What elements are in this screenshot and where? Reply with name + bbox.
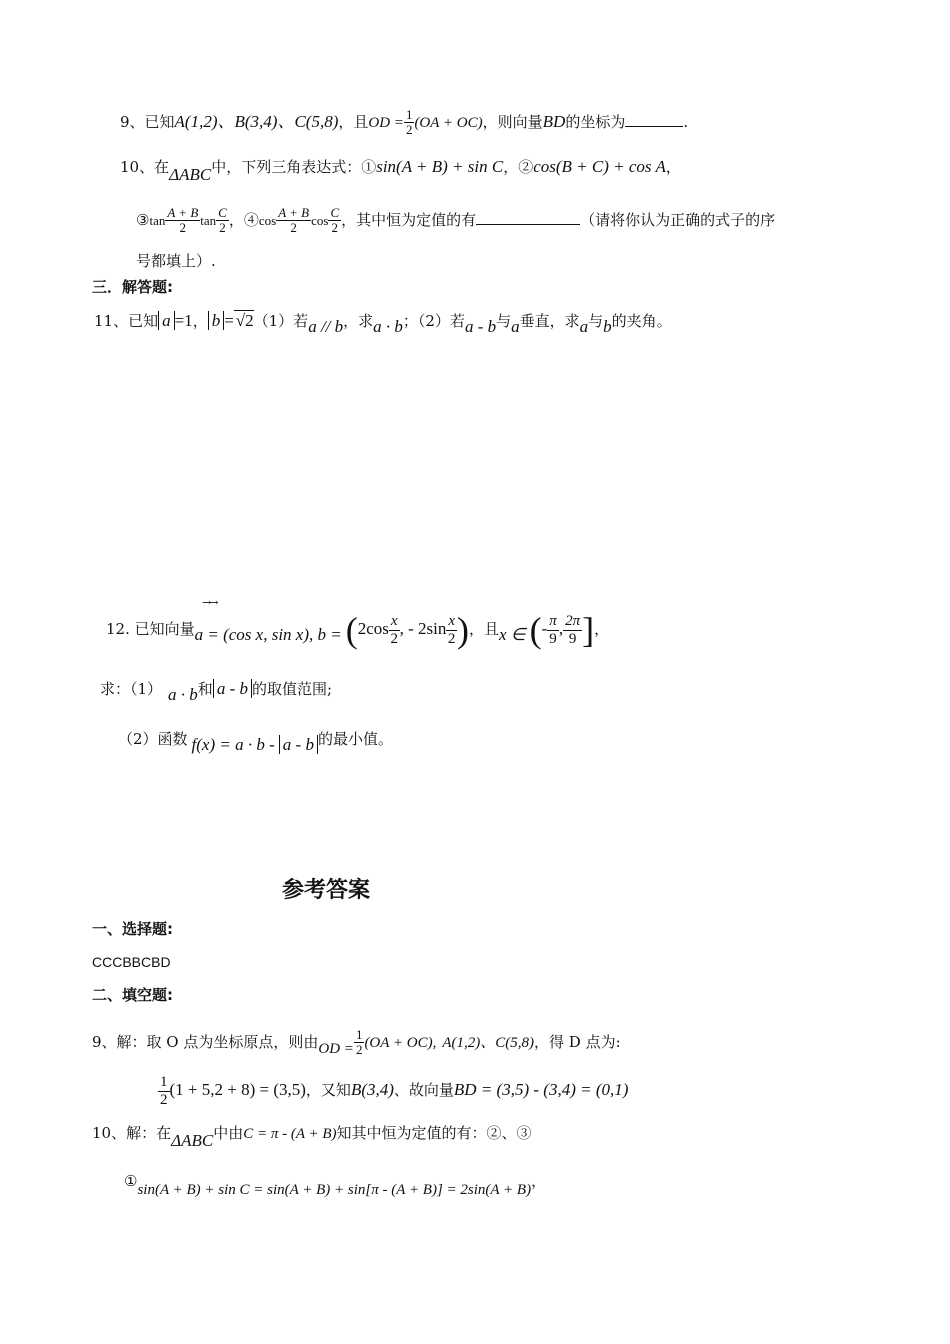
- answers-sec2: 二、填空题:: [92, 986, 173, 1004]
- answer9-line2: [158, 1074, 628, 1108]
- answer9-half: $\frac{1}{2}$: [355, 1027, 363, 1058]
- answers-title: 参考答案: [282, 878, 371, 903]
- answers-choice: CCCBBCBD: [92, 954, 171, 970]
- q11-abs-a: a: [158, 311, 175, 330]
- q12-bracket-open: (: [529, 610, 542, 650]
- q11-b2: b: [603, 317, 612, 336]
- answer10-line1: [92, 1124, 532, 1150]
- q12-abs-amb2: a - b: [279, 735, 318, 754]
- q12-bracket-close: ]: [582, 610, 595, 650]
- answer9-bd: BD = (3,5) - (3,4) = (0,1): [453, 1080, 629, 1099]
- answers-sec1: 一、选择题:: [92, 920, 173, 938]
- q11-part2: ；（2）若: [402, 312, 465, 330]
- q11-yu: 与: [496, 312, 512, 330]
- q9-end: .: [683, 112, 689, 131]
- q12-ask: 求：（1）: [100, 680, 163, 698]
- q12-end: ，: [594, 620, 610, 638]
- answer10-line2: [124, 1172, 547, 1198]
- q10-frac-c: $\frac{C}{2}$: [218, 205, 227, 236]
- answer10-text: 10、解：在: [92, 1124, 172, 1142]
- q11-a2: a: [511, 317, 520, 336]
- q12-ab: a · b: [168, 685, 198, 704]
- q10-answer-blank: [476, 210, 580, 225]
- q11-part1b: ，求: [343, 312, 374, 330]
- q12-ask-line: [100, 679, 333, 704]
- q10-text: 中，下列三角表达式：①: [211, 158, 377, 176]
- q9-points: A(1,2)、B(3,4)、C(5,8): [174, 111, 339, 131]
- q10-line2-tail: ，其中恒为定值的有: [341, 210, 477, 229]
- q9-label: 9、已知: [120, 112, 175, 131]
- q10-line2: [136, 206, 775, 236]
- q10-frac-ab: $\frac{A + B}{2}$: [167, 205, 199, 236]
- q9-tail: ，则向量: [482, 112, 543, 131]
- q11-eq2: =: [224, 311, 234, 330]
- answer9-od: OD =: [318, 1040, 354, 1057]
- q11-dot: a · b: [373, 317, 403, 336]
- q10-expr1: sin(A + B) + sin C: [376, 157, 504, 176]
- answer10-tri: ΔABC: [171, 1131, 214, 1150]
- q9-answer-blank: [625, 112, 683, 127]
- q9-od: OD =: [368, 114, 404, 131]
- q11-comma: ，: [192, 312, 208, 330]
- q12-frac-2pi: $\frac{2\pi}{9}$: [565, 613, 581, 647]
- q11-perp: 垂直，求: [519, 312, 580, 330]
- answer9-tail: ，得 D 点为:: [534, 1032, 621, 1051]
- q12-arrows: →→: [202, 596, 217, 609]
- q11-label: 11、已知: [94, 312, 159, 330]
- q9-line: [120, 108, 688, 138]
- q12-neg: -: [541, 619, 548, 638]
- q12-vec: a = (cos x, sin x), b =: [194, 625, 342, 644]
- q12-min: 的最小值。: [317, 730, 393, 748]
- answer9-calc: (1 + 5,2 + 8) = (3,5): [169, 1080, 306, 1099]
- q12-qie: ，且: [469, 620, 500, 638]
- q12-label: 12. 已知向量: [106, 620, 195, 638]
- q11-part1: （1）若: [253, 312, 309, 330]
- q10-frac-ab2: $\frac{A + B}{2}$: [278, 205, 310, 236]
- q12-part2: （2）函数: [118, 730, 188, 748]
- q11-sqrt: √2: [235, 311, 254, 330]
- answer10-expr: sin(A + B) + sin C = sin(A + B) + sin[π - (A + B)] = 2sin(A + B): [137, 1182, 532, 1198]
- q10-tan1: tan: [149, 212, 166, 228]
- q10-triangle: ΔABC: [169, 165, 212, 184]
- q9-mid: ，且: [338, 112, 369, 131]
- q9-sum: (OA + OC): [414, 114, 483, 131]
- q12-paren-close: ): [457, 610, 469, 650]
- q10-line1: [120, 157, 681, 184]
- q11-abs-b: b: [208, 311, 225, 330]
- q12-frac-x2: $\frac{x}{2}$: [447, 613, 456, 647]
- answer10-c: C = π - (A + B): [243, 1126, 337, 1142]
- q12-neg-sin: , - 2sin: [399, 619, 447, 638]
- q12-2cos: 2cos: [357, 619, 389, 638]
- q9-half-fraction: $\frac{1}{2}$: [405, 107, 413, 138]
- q10-cos1: cos: [258, 212, 277, 228]
- q12-frac-x1: $\frac{x}{2}$: [390, 613, 398, 647]
- q9-bd: BD: [542, 111, 566, 131]
- answer10-mid: 中由: [213, 1124, 244, 1142]
- q11-amb: a - b: [464, 317, 497, 336]
- answer9-b: B(3,4): [350, 1080, 394, 1099]
- q12-frac-pi: $\frac{\pi}{9}$: [549, 613, 557, 647]
- q10-comma: ，: [665, 158, 681, 176]
- q11-end: 的夹角。: [611, 312, 672, 330]
- q12-range: 的取值范围;: [251, 680, 333, 698]
- q11-a3: a: [579, 317, 589, 336]
- q10-line2-end: （请将你认为正确的式子的序: [580, 210, 776, 229]
- q10-circle4: ，④: [228, 210, 259, 229]
- answer9-guxiang: 、故向量: [393, 1081, 454, 1099]
- answer10-end: ，: [531, 1172, 547, 1190]
- q11-yu2: 与: [588, 312, 604, 330]
- q10-sep: ，②: [503, 158, 534, 176]
- answer9-points: A(1,2)、C(5,8): [442, 1034, 535, 1051]
- q10-circle3: ③: [136, 210, 150, 229]
- q12-part2-line: [118, 730, 393, 754]
- q12-abs-amb: a - b: [213, 679, 252, 698]
- q10-line3: 号都填上）.: [136, 252, 216, 270]
- q10-expr2: cos(B + C) + cos A: [533, 157, 666, 176]
- answer9-youzhi: ，又知: [305, 1081, 351, 1099]
- q11-eq1: =1: [174, 311, 193, 330]
- q12-he: 和: [197, 680, 213, 698]
- q12-function: f(x) = a · b -: [191, 735, 275, 754]
- q12-line: 12. 已知向量a = (cos x, sin x), b = (2cos $\frac{x}{2}$ , - 2sin $\frac{x}{2}$ )，且x ∈ (- $\frac{\pi}{9}$ , $\frac{2\pi}{9}$ ]，: [106, 610, 610, 650]
- q10-label: 10、在: [120, 158, 170, 176]
- q11-parallel: a // b: [308, 317, 344, 336]
- q12-paren-open: (: [345, 610, 358, 650]
- q10-frac-c2: $\frac{C}{2}$: [330, 205, 340, 236]
- answer10-tail: 知其中恒为定值的有：②、③: [336, 1124, 532, 1142]
- q9-tail2: 的坐标为: [565, 112, 626, 131]
- answer9-half2: $\frac{1}{2}$: [160, 1074, 168, 1108]
- answer9-text: 9、解：取 O 点为坐标原点，则由: [92, 1032, 319, 1051]
- q10-tan2: tan: [200, 212, 217, 228]
- q10-cos2: cos: [311, 212, 329, 228]
- section-3-heading: 三．解答题:: [92, 278, 173, 296]
- q12-xin: x ∈: [499, 625, 526, 644]
- answer10-circle1: ①: [124, 1172, 138, 1190]
- answer9-line1: [92, 1028, 621, 1058]
- q11-line: [94, 311, 672, 336]
- answer9-sum: (OA + OC),: [364, 1034, 437, 1051]
